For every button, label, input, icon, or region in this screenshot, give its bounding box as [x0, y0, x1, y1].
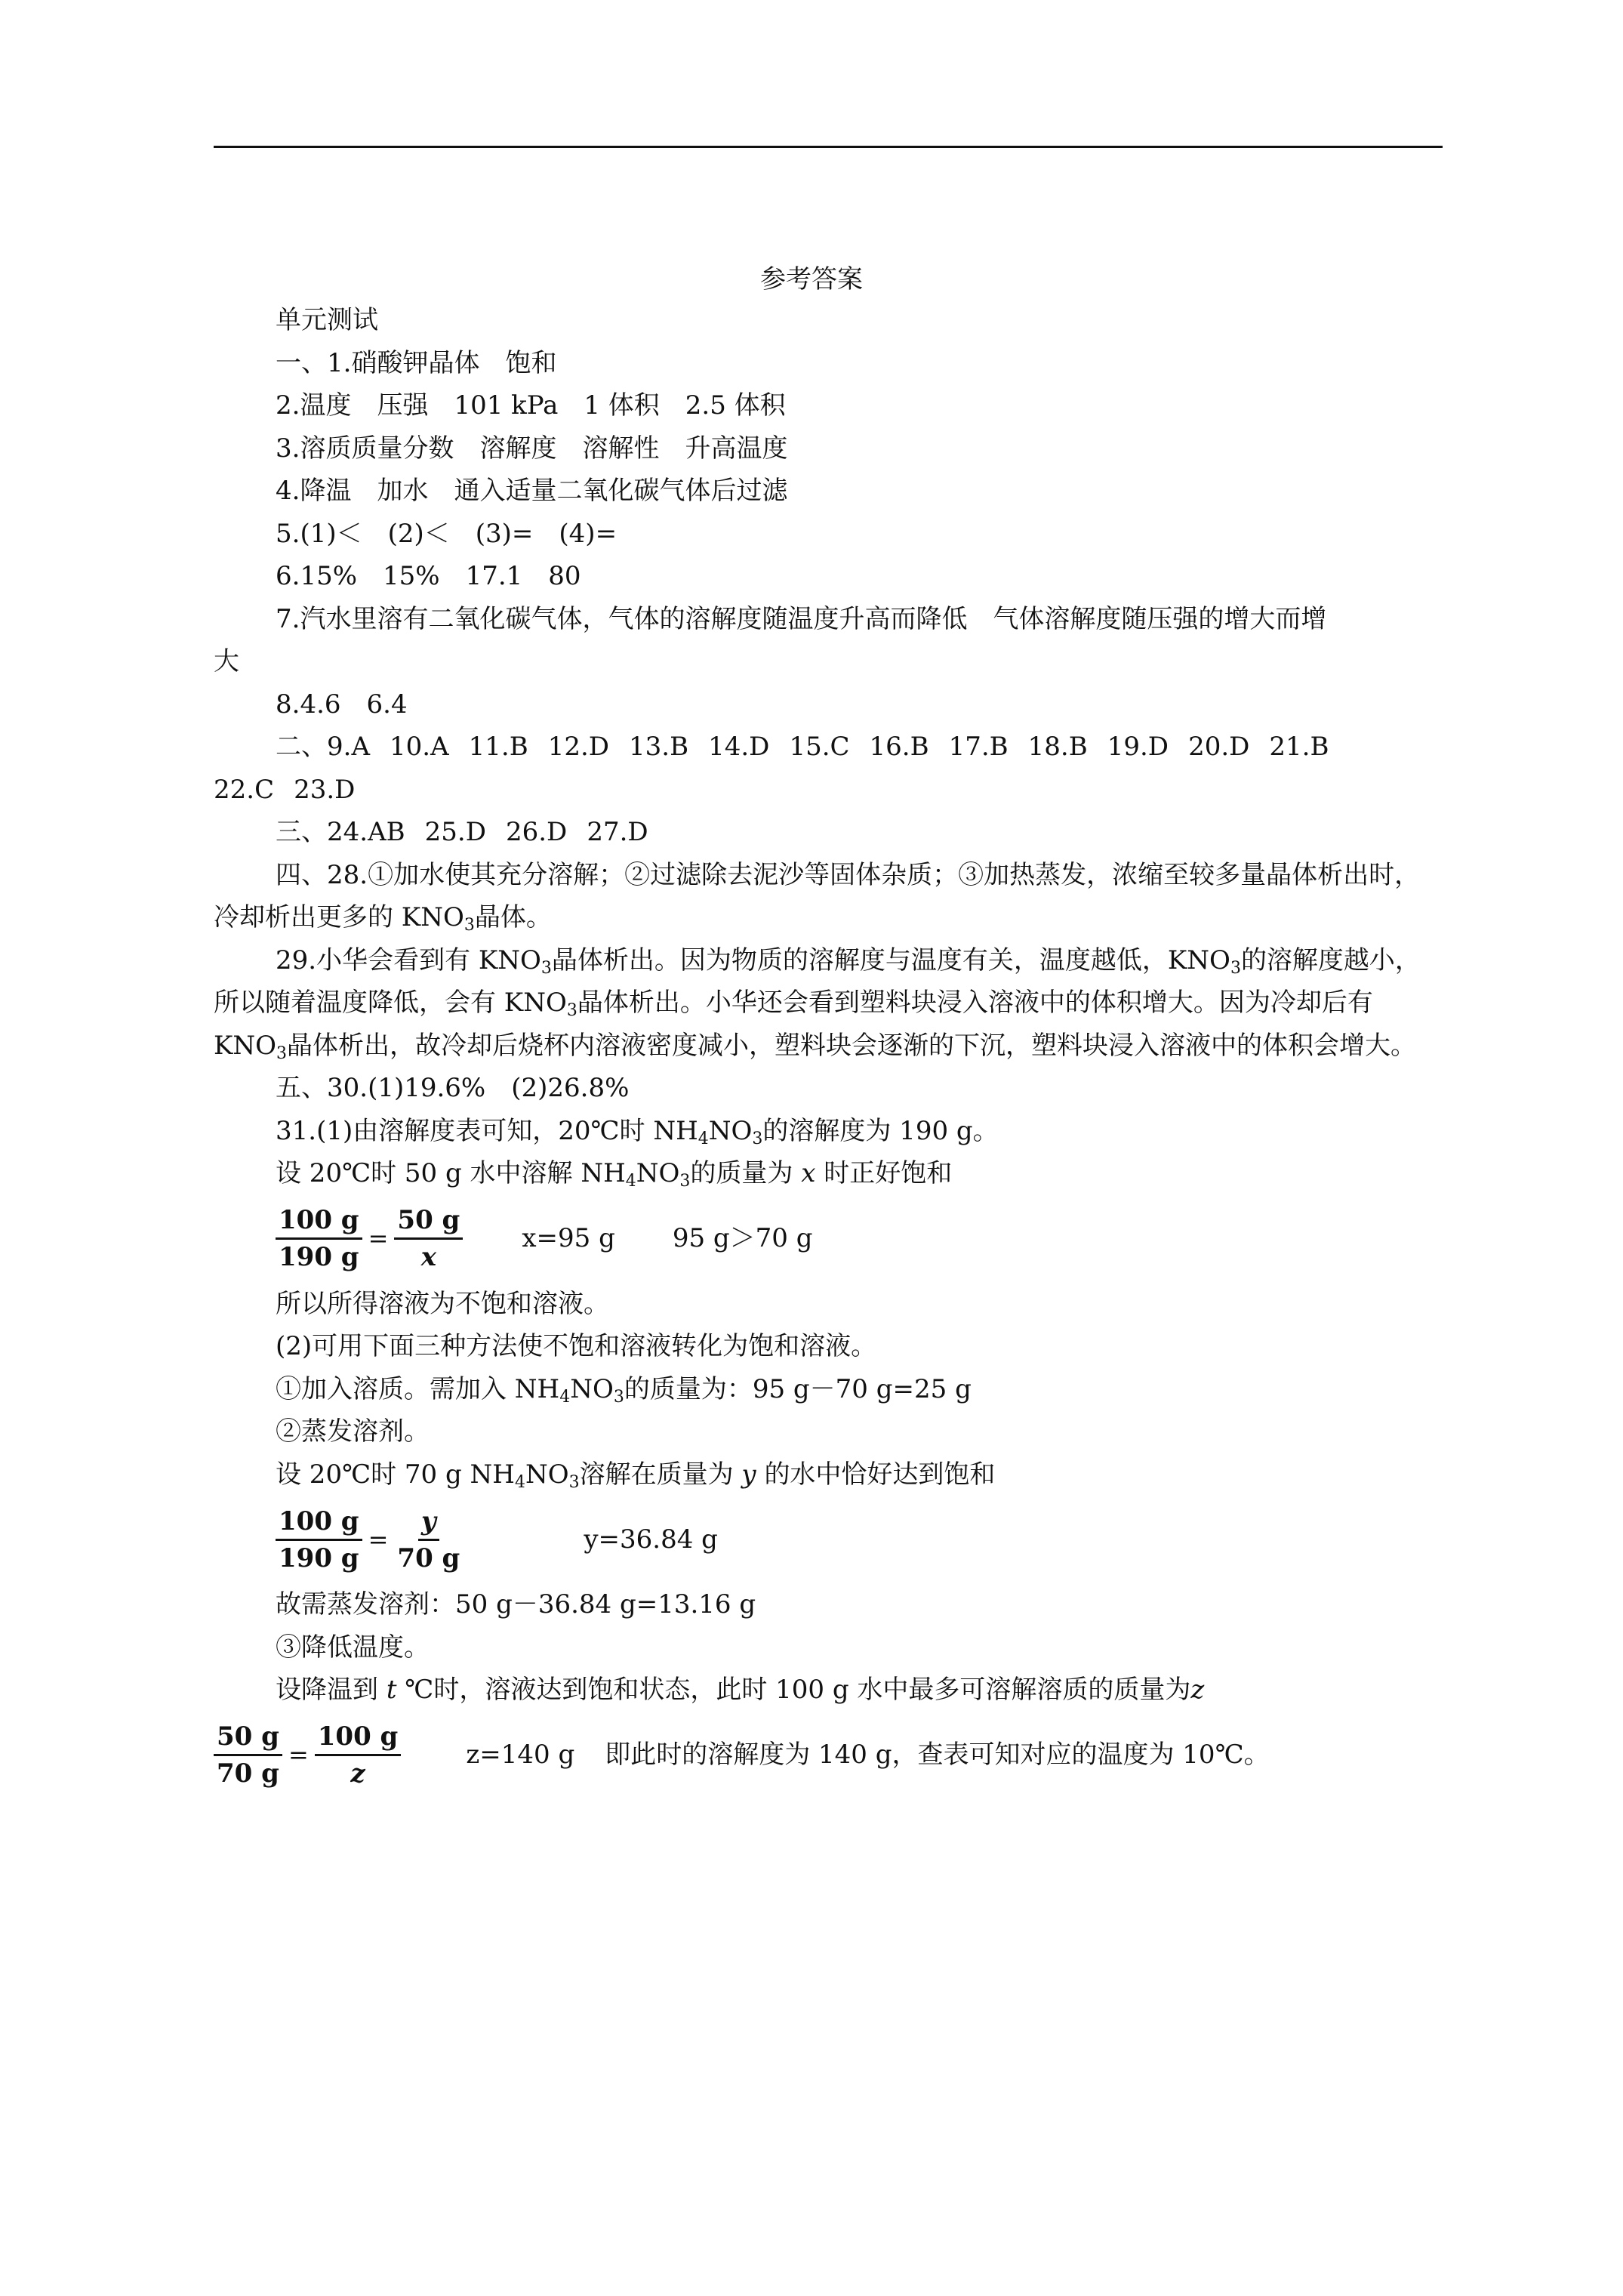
fraction: $\frac{50 g}{x}$	[394, 1203, 463, 1274]
mc-answer: 9.A	[327, 732, 370, 762]
multiple-choice-row-2	[214, 769, 1443, 812]
answer-line-7: 7.汽水里溶有二氧化碳气体，气体的溶解度随温度升高而降低 气体溶解度随压强的增大而增	[276, 603, 1327, 634]
part3-label: 三、	[276, 817, 327, 847]
answer-31-1: 31.(1)由溶解度表可知，20℃时 $NH_4NO_3$的溶解度为 190 g。	[276, 1115, 999, 1148]
fraction: $\frac{50 g}{70 g}$	[214, 1719, 282, 1791]
answer-29: 29.小华会看到有 $KNO_3$晶体析出。因为物质的溶解度与温度有关，温度越低，$KNO_3$的溶解度越小，所以随着温度降低，会有 $KNO_3$晶体析出。小华还会看到塑料块浸入溶液中的体积增大。因为冷却后有 $KNO_3$晶体析出，故冷却后烧杯内溶液密度减小，塑料块会逐渐的下沉，塑料块浸入溶液中的体积会增大。	[214, 945, 1421, 1063]
answer-line-4: 4.降温 加水 通入适量二氧化碳气体后过滤	[276, 476, 788, 506]
method-2-setup: 设 20℃时 70 g $NH_4NO_3$溶解在质量为 y 的水中恰好达到饱和	[276, 1459, 996, 1492]
mc-answer: 19.D	[1107, 732, 1169, 762]
mc-answer: 25.D	[424, 817, 486, 847]
mc-answer: 23.D	[294, 774, 356, 805]
part2-label: 二、	[276, 732, 327, 762]
mc-answer: 17.B	[948, 732, 1009, 762]
mc-answer: 24.AB	[327, 817, 405, 847]
answer-line-2: 2.温度 压强 101 kPa 1 体积 2.5 体积	[276, 390, 786, 421]
mc-answer: 15.C	[789, 732, 850, 762]
method-3: ③降低温度。	[276, 1632, 430, 1663]
equation-1: $\frac{100 g}{190 g}$ = $\frac{50 g}{x}$ x=95 g 95 g＞70 g	[214, 1197, 1443, 1281]
answer-line-3: 3.溶质质量分数 溶解度 溶解性 升高温度	[276, 433, 788, 464]
equation-2: $\frac{100 g}{190 g}$ = $\frac{y}{70 g}$ y=36.84 g	[214, 1497, 1443, 1582]
answer-31-2: (2)可用下面三种方法使不饱和溶液转化为饱和溶液。	[276, 1331, 877, 1361]
answer-line-7-cont: 大	[214, 646, 239, 676]
equation-result: z=140 g	[466, 1740, 575, 1771]
method-2-result: 故需蒸发溶剂：50 g－36.84 g=13.16 g	[276, 1589, 756, 1620]
equation-compare: 95 g＞70 g	[672, 1223, 813, 1254]
section-heading: 单元测试	[276, 305, 378, 335]
equation-result: x=95 g	[522, 1223, 615, 1254]
method-3-setup: 设降温到 t ℃时，溶液达到饱和状态，此时 100 g 水中最多可溶解溶质的质量为z	[276, 1675, 1205, 1705]
answer-line-8: 8.4.6 6.4	[276, 689, 408, 720]
mc-answer: 11.B	[468, 732, 528, 762]
answer-line-6: 6.15% 15% 17.1 80	[276, 561, 581, 591]
mc-answer: 20.D	[1188, 732, 1250, 762]
fraction: $\frac{y}{70 g}$	[394, 1504, 463, 1576]
multiple-choice-row-3	[214, 811, 1443, 854]
answer-31-setup: 设 20℃时 50 g 水中溶解 $NH_4NO_3$的质量为 x 时正好饱和	[276, 1158, 953, 1191]
mc-answer: 27.D	[587, 817, 648, 847]
multiple-choice-row-1	[214, 726, 1443, 769]
page-title: 参考答案	[760, 264, 863, 294]
fraction: $\frac{100 g}{190 g}$	[276, 1203, 362, 1274]
mc-answer: 10.A	[390, 732, 449, 762]
mc-answer: 22.C	[214, 774, 275, 805]
answer-line-1: 一、1.硝酸钾晶体 饱和	[276, 347, 557, 378]
method-1: ①加入溶质。需加入 $NH_4NO_3$的质量为：95 g－70 g=25 g	[276, 1373, 972, 1407]
answer-line-5: 5.(1)＜ (2)＜ (3)= (4)=	[276, 518, 617, 549]
answer-content	[214, 299, 1443, 1799]
answer-30: 五、30.(1)19.6% (2)26.8%	[276, 1073, 630, 1103]
mc-answer: 18.B	[1027, 732, 1088, 762]
mc-answer: 16.B	[869, 732, 929, 762]
mc-answer: 14.D	[708, 732, 770, 762]
method-2: ②蒸发溶剂。	[276, 1416, 430, 1447]
mc-answer: 12.D	[547, 732, 610, 762]
mc-answer: 26.D	[505, 817, 568, 847]
mc-answer: 21.B	[1269, 732, 1329, 762]
fraction: $\frac{100 g}{z}$	[315, 1719, 402, 1791]
equation-3: $\frac{50 g}{70 g}$ = $\frac{100 g}{z}$ z=140 g 即此时的溶解度为 140 g，查表可知对应的温度为 10℃。	[214, 1713, 1443, 1798]
equation-tail: 即此时的溶解度为 140 g，查表可知对应的温度为 10℃。	[605, 1740, 1270, 1771]
mc-answer: 13.B	[629, 732, 689, 762]
header-rule	[214, 146, 1443, 148]
equation-result: y=36.84 g	[584, 1524, 718, 1555]
answer-31-conclusion: 所以所得溶液为不饱和溶液。	[276, 1288, 609, 1319]
answer-28: 四、28.①加水使其充分溶解；②过滤除去泥沙等固体杂质；③加热蒸发，浓缩至较多量晶体析出时，冷却析出更多的 $KNO_3$晶体。	[214, 859, 1421, 935]
fraction: $\frac{100 g}{190 g}$	[276, 1504, 362, 1576]
